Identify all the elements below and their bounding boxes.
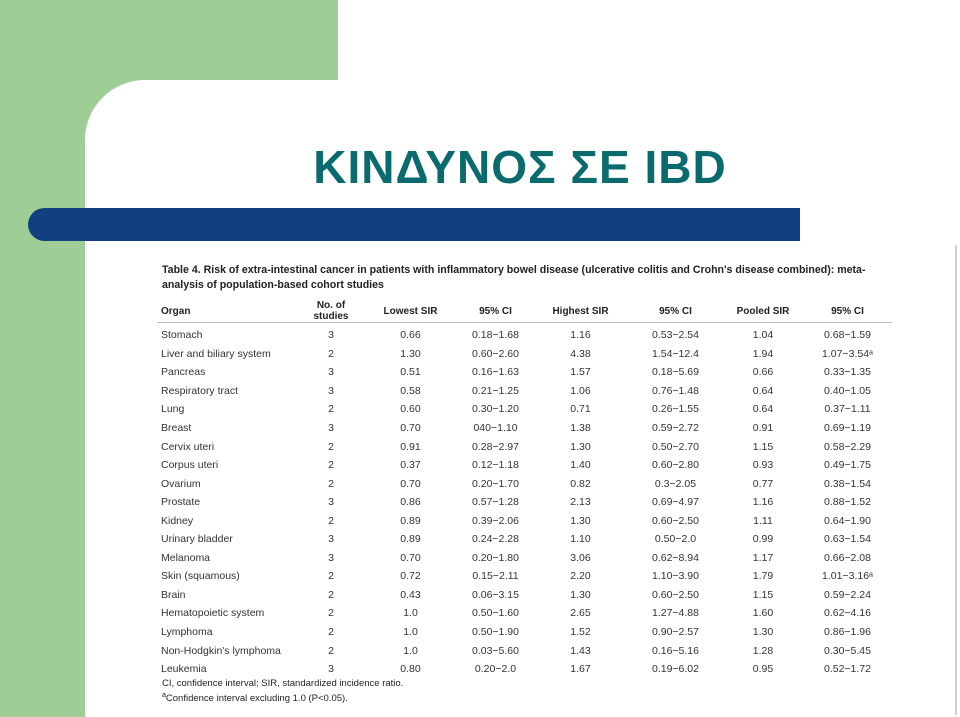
cell-no-of-studies: 2 (328, 570, 334, 583)
table-row (157, 474, 892, 493)
table-row (157, 586, 892, 605)
cell-organ: Pancreas (161, 366, 206, 379)
cell-highest-ci: 0.26−1.55 (651, 403, 699, 416)
cell-pooled-sir: 1.11 (753, 514, 773, 527)
cell-lowest-sir: 0.72 (400, 570, 421, 583)
cell-no-of-studies: 2 (328, 347, 334, 360)
cell-lowest-sir: 0.51 (400, 366, 421, 379)
cell-pooled-sir: 1.15 (752, 588, 774, 601)
cell-pooled-sir: 0.91 (752, 422, 774, 434)
cell-pooled-ci: 0.40−1.05 (823, 384, 871, 397)
cell-pooled-sir: 1.94 (752, 347, 774, 360)
cell-lowest-ci: 0.60−2.60 (471, 347, 519, 360)
table-row (157, 604, 892, 623)
cell-pooled-sir: 0.77 (752, 477, 774, 490)
header-no-of-studies: No. of studies (299, 300, 363, 323)
cell-no-of-studies: 3 (328, 663, 334, 676)
cell-highest-sir: 2.13 (570, 496, 591, 509)
cell-organ: Corpus uteri (161, 459, 219, 472)
cell-lowest-ci: 0.12−1.18 (471, 459, 519, 472)
cell-pooled-sir: 1.16 (752, 496, 774, 509)
cell-pooled-ci: 0.62−4.16 (823, 607, 871, 620)
table-row (157, 400, 892, 419)
cell-lowest-sir: 1.0 (403, 607, 418, 620)
cell-lowest-ci: 0.20−2.0 (474, 663, 517, 676)
cell-highest-ci: 0.59−2.72 (651, 422, 699, 434)
cell-highest-sir: 1.06 (570, 384, 591, 397)
header-organ: Organ (157, 300, 299, 323)
cell-highest-ci: 0.69−4.97 (651, 496, 699, 509)
cell-lowest-sir: 1.0 (403, 626, 418, 639)
cell-pooled-sir: 1.04 (752, 329, 774, 342)
cell-highest-ci: 0.18−5.69 (651, 366, 699, 379)
cell-highest-ci: 0.62−8.94 (651, 551, 699, 564)
cell-pooled-ci: 0.86−1.96 (823, 626, 871, 639)
cell-lowest-sir: 0.80 (400, 663, 421, 676)
cell-pooled-ci: 0.30−5.45 (823, 644, 871, 657)
cell-pooled-ci: 0.37−1.11 (824, 403, 871, 416)
risk-table (157, 300, 892, 678)
cell-pooled-ci: 0.88−1.52 (823, 496, 871, 509)
cell-pooled-sir: 1.79 (752, 570, 774, 583)
cell-lowest-sir: 0.66 (400, 329, 421, 342)
cell-highest-sir: 1.67 (570, 663, 591, 676)
table-body (157, 323, 892, 679)
cell-pooled-ci: 0.58−2.29 (823, 440, 871, 453)
table-row (157, 660, 892, 679)
cell-highest-ci: 0.60−2.50 (651, 514, 699, 527)
cell-pooled-sir: 0.93 (752, 459, 774, 472)
table-row (157, 567, 892, 586)
cell-pooled-sir: 1.17 (752, 551, 774, 564)
cell-no-of-studies: 3 (328, 422, 334, 434)
cell-lowest-sir: 0.37 (400, 459, 421, 472)
cell-pooled-sir: 0.99 (752, 533, 774, 546)
cell-pooled-ci: 0.68−1.59 (823, 329, 871, 342)
cell-highest-ci: 0.90−2.57 (651, 626, 699, 639)
cell-pooled-ci: 0.38−1.54 (823, 477, 871, 490)
cell-lowest-sir: 0.70 (400, 477, 421, 490)
cell-lowest-ci: 0.57−1.28 (471, 496, 519, 509)
table-row (157, 623, 892, 642)
cell-highest-ci: 0.60−2.80 (651, 459, 699, 472)
cell-lowest-ci: 0.50−1.90 (471, 626, 519, 639)
cell-highest-sir: 1.43 (570, 644, 591, 657)
cell-organ: Cervix uteri (161, 440, 215, 453)
cell-no-of-studies: 2 (328, 459, 334, 472)
cell-highest-ci: 0.53−2.54 (651, 329, 699, 342)
cell-pooled-ci: 0.64−1.90 (823, 514, 871, 527)
cell-lowest-ci: 0.24−2.28 (471, 533, 519, 546)
cell-lowest-ci: 0.06−3.15 (471, 588, 519, 601)
cell-lowest-sir: 0.70 (400, 551, 421, 564)
cell-highest-sir: 1.30 (570, 588, 591, 601)
cell-highest-sir: 1.30 (570, 514, 591, 527)
table-row (157, 530, 892, 549)
cell-organ: Skin (squamous) (161, 570, 240, 583)
cell-pooled-sir: 0.95 (752, 663, 774, 676)
cell-no-of-studies: 2 (328, 607, 334, 620)
cell-lowest-sir: 0.60 (400, 403, 421, 416)
cell-pooled-ci: 1.01−3.16ᵃ (822, 570, 873, 583)
cell-highest-sir: 1.30 (570, 440, 591, 453)
cell-no-of-studies: 3 (328, 384, 334, 397)
cell-lowest-ci: 0.28−2.97 (471, 440, 519, 453)
cell-lowest-ci: 040−1.10 (473, 422, 518, 434)
cell-organ: Stomach (161, 329, 203, 342)
cell-organ: Lung (161, 403, 185, 416)
cell-no-of-studies: 3 (328, 533, 334, 546)
cell-highest-ci: 0.60−2.50 (651, 588, 699, 601)
cell-highest-ci: 1.27−4.88 (651, 607, 699, 620)
header-pooled-sir: Pooled SIR (723, 300, 803, 323)
cell-pooled-sir: 0.66 (752, 366, 774, 379)
cell-highest-sir: 2.20 (570, 570, 591, 583)
table-row (157, 511, 892, 530)
table-header-row (157, 300, 892, 323)
cell-highest-sir: 1.52 (570, 626, 591, 639)
cell-organ: Melanoma (161, 551, 211, 564)
footnote-significance-text: Confidence interval excluding 1.0 (P<0.05). (165, 693, 348, 705)
cell-pooled-ci: 0.63−1.54 (823, 533, 871, 546)
cell-organ: Leukemia (161, 663, 207, 676)
cell-pooled-ci: 0.59−2.24 (823, 588, 871, 601)
cell-lowest-ci: 0.18−1.68 (471, 329, 519, 342)
cell-lowest-ci: 0.30−1.20 (471, 403, 519, 416)
table-row (157, 437, 892, 456)
cell-highest-ci: 0.76−1.48 (651, 384, 699, 397)
cell-pooled-ci: 0.69−1.19 (823, 422, 871, 434)
footnote-significance (162, 690, 762, 705)
cell-organ: Brain (161, 588, 186, 601)
cell-lowest-sir: 0.91 (400, 440, 421, 453)
header-lowest-ci: 95% CI (458, 300, 533, 323)
cell-pooled-sir: 0.64 (752, 384, 774, 397)
table-caption: Table 4. Risk of extra-intestinal cancer in patients with inflammatory bowel disease (ulcerative colitis and Crohn's disease combined): meta-analysis of population-based cohort studies (162, 264, 866, 291)
table-row (157, 345, 892, 364)
cell-organ: Hematopoietic system (161, 607, 265, 620)
cell-organ: Liver and biliary system (161, 347, 271, 360)
cell-organ: Breast (161, 422, 192, 434)
cell-highest-sir: 1.16 (570, 329, 591, 342)
cell-lowest-ci: 0.03−5.60 (471, 644, 519, 657)
cell-lowest-sir: 1.0 (403, 644, 418, 657)
table-row (157, 419, 892, 438)
cell-pooled-sir: 1.30 (752, 626, 774, 639)
cell-highest-ci: 0.16−5.16 (651, 644, 699, 657)
cell-organ: Kidney (161, 514, 194, 527)
cell-organ: Prostate (161, 496, 201, 509)
cell-lowest-ci: 0.50−1.60 (471, 607, 519, 620)
cell-lowest-sir: 0.43 (400, 588, 421, 601)
cell-lowest-ci: 0.15−2.11 (472, 570, 519, 583)
cell-lowest-sir: 0.58 (400, 384, 421, 397)
cell-no-of-studies: 2 (328, 644, 334, 657)
cell-pooled-ci: 0.66−2.08 (823, 551, 871, 564)
cell-no-of-studies: 2 (328, 440, 334, 453)
cell-organ: Lymphoma (161, 626, 213, 639)
cell-highest-sir: 1.38 (570, 422, 591, 434)
title-underline-bar (28, 208, 800, 241)
cell-lowest-ci: 0.20−1.70 (471, 477, 519, 490)
cell-pooled-sir: 0.64 (752, 403, 774, 416)
cell-pooled-sir: 1.60 (752, 607, 774, 620)
cell-pooled-ci: 0.33−1.35 (823, 366, 871, 379)
table-row (157, 323, 892, 345)
cell-lowest-ci: 0.16−1.63 (471, 366, 519, 379)
cell-lowest-ci: 0.21−1.25 (471, 384, 519, 397)
header-highest-ci: 95% CI (628, 300, 723, 323)
cell-highest-ci: 1.54−12.4 (651, 347, 699, 360)
cell-no-of-studies: 3 (328, 366, 334, 379)
cell-lowest-ci: 0.20−1.80 (471, 551, 519, 564)
header-highest-sir: Highest SIR (533, 300, 628, 323)
cell-no-of-studies: 2 (328, 514, 334, 527)
cell-pooled-ci: 1.07−3.54ᵃ (822, 347, 873, 360)
table-row (157, 549, 892, 568)
cell-no-of-studies: 3 (328, 551, 334, 564)
cell-pooled-ci: 0.49−1.75 (823, 459, 871, 472)
footnote-abbreviations: CI, confidence interval; SIR, standardized incidence ratio. (162, 678, 404, 689)
header-lowest-sir: Lowest SIR (363, 300, 458, 323)
cell-highest-ci: 0.50−2.70 (651, 440, 699, 453)
cell-highest-sir: 4.38 (570, 347, 591, 360)
cell-highest-ci: 0.19−6.02 (651, 663, 699, 676)
cell-lowest-sir: 0.70 (400, 422, 421, 434)
cell-highest-sir: 3.06 (570, 551, 591, 564)
cell-lowest-sir: 0.89 (400, 533, 421, 546)
cell-organ: Ovarium (161, 477, 201, 490)
cell-highest-sir: 0.71 (570, 403, 591, 416)
table-row (157, 363, 892, 382)
cell-pooled-ci: 0.52−1.72 (823, 663, 871, 676)
table-row (157, 493, 892, 512)
cell-no-of-studies: 2 (328, 588, 334, 601)
cell-highest-sir: 1.10 (570, 533, 591, 546)
cell-pooled-sir: 1.15 (752, 440, 774, 453)
cell-highest-sir: 1.40 (570, 459, 591, 472)
cell-no-of-studies: 2 (328, 477, 334, 490)
cell-organ: Urinary bladder (161, 533, 233, 546)
cell-no-of-studies: 2 (328, 626, 334, 639)
cell-highest-ci: 0.3−2.05 (654, 477, 697, 490)
cell-lowest-sir: 0.89 (400, 514, 421, 527)
scan-edge-line (955, 245, 957, 715)
table-row (157, 382, 892, 401)
cell-pooled-sir: 1.28 (752, 644, 774, 657)
footnote-marker: a (162, 692, 166, 699)
cell-no-of-studies: 3 (328, 496, 334, 509)
table-row (157, 456, 892, 475)
cell-highest-sir: 0.82 (570, 477, 591, 490)
cell-highest-ci: 1.10−3.90 (651, 570, 699, 583)
cell-highest-sir: 2.65 (570, 607, 591, 620)
cell-highest-sir: 1.57 (570, 366, 591, 379)
slide-title: ΚΙΝΔΥΝΟΣ ΣΕ IBD (313, 141, 727, 193)
cell-highest-ci: 0.50−2.0 (654, 533, 697, 546)
cell-no-of-studies: 2 (328, 403, 334, 416)
cell-lowest-ci: 0.39−2.06 (471, 514, 519, 527)
header-pooled-ci: 95% CI (803, 300, 892, 323)
table-row (157, 641, 892, 660)
cell-organ: Respiratory tract (161, 384, 239, 397)
cell-lowest-sir: 1.30 (400, 347, 421, 360)
cell-no-of-studies: 3 (328, 329, 334, 342)
table-footnotes (162, 678, 762, 705)
cell-lowest-sir: 0.86 (400, 496, 421, 509)
cell-organ: Non-Hodgkin's lymphoma (161, 644, 281, 657)
